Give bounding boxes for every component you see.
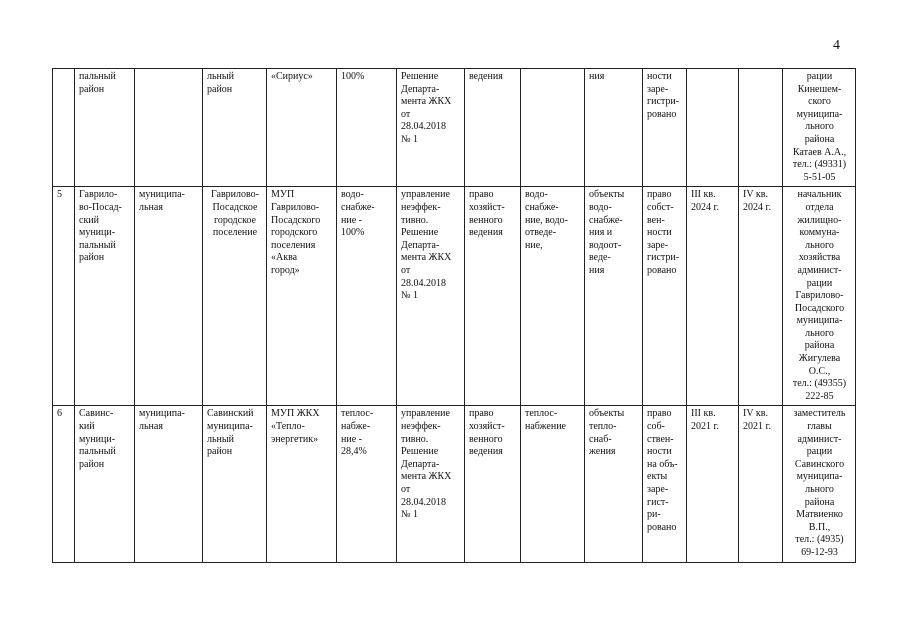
cell-district: пальный район <box>75 69 135 187</box>
cell-right: право хозяйст- венного ведения <box>465 406 521 562</box>
cell-decision: Решение Департа- мента ЖКХ от 28.04.2018 № 1 <box>397 69 465 187</box>
cell-right: ведения <box>465 69 521 187</box>
cell-end: IV кв. 2021 г. <box>739 406 783 562</box>
cell-objects: объекты тепло- снаб- жения <box>585 406 643 562</box>
cell-activity: водо- снабже- ние, водо- отведе- ние, <box>521 187 585 406</box>
page-number: 4 <box>833 38 840 53</box>
cell-start: III кв. 2021 г. <box>687 406 739 562</box>
cell-organization: МУП Гаврилово- Посадского городского поселения «Аква город» <box>267 187 337 406</box>
document-table <box>52 68 856 563</box>
cell-objects: ния <box>585 69 643 187</box>
cell-type: муниципа- льная <box>135 406 203 562</box>
cell-ownership: право собст- вен- ности заре- гистри- ровано <box>643 187 687 406</box>
cell-responsible: начальник отдела жилищно- коммуна- льного хозяйства админист- рации Гаврилово- Посадского муниципа- льного района Жигулева О.С., тел.: (49355) 222-85 <box>783 187 856 406</box>
cell-ownership: ности заре- гистри- ровано <box>643 69 687 187</box>
cell-ownership: право соб- ствен- ности на объ- екты заре- гист- ри- ровано <box>643 406 687 562</box>
cell-share: теплос- набже- ние - 28,4% <box>337 406 397 562</box>
cell-type <box>135 69 203 187</box>
cell-num: 6 <box>53 406 75 562</box>
cell-end: IV кв. 2024 г. <box>739 187 783 406</box>
table-row <box>53 69 856 187</box>
cell-decision: управление неэффек- тивно. Решение Департа- мента ЖКХ от 28.04.2018 № 1 <box>397 406 465 562</box>
cell-start: III кв. 2024 г. <box>687 187 739 406</box>
cell-district: Гаврило- во-Посад- ский муници- пальный район <box>75 187 135 406</box>
cell-settlement: Савинский муниципа- льный район <box>203 406 267 562</box>
cell-type: муниципа- льная <box>135 187 203 406</box>
cell-share: водо- снабже- ние - 100% <box>337 187 397 406</box>
cell-num <box>53 69 75 187</box>
cell-decision: управление неэффек- тивно. Решение Департа- мента ЖКХ от 28.04.2018 № 1 <box>397 187 465 406</box>
cell-responsible: заместитель главы админист- рации Савинского муниципа- льного района Матвиенко В.П., тел.: (4935) 69-12-93 <box>783 406 856 562</box>
cell-activity <box>521 69 585 187</box>
cell-responsible: рации Кинешем- ского муниципа- льного района Катаев А.А., тел.: (49331) 5-51-05 <box>783 69 856 187</box>
table-row <box>53 406 856 562</box>
cell-objects: объекты водо- снабже- ния и водоот- веде- ния <box>585 187 643 406</box>
cell-start <box>687 69 739 187</box>
cell-right: право хозяйст- венного ведения <box>465 187 521 406</box>
cell-organization: «Сириус» <box>267 69 337 187</box>
cell-settlement: льный район <box>203 69 267 187</box>
cell-share: 100% <box>337 69 397 187</box>
cell-settlement: Гаврилово- Посадское городское поселение <box>203 187 267 406</box>
cell-district: Савинс- кий муници- пальный район <box>75 406 135 562</box>
cell-end <box>739 69 783 187</box>
table-row <box>53 187 856 406</box>
cell-activity: теплос- набжение <box>521 406 585 562</box>
cell-organization: МУП ЖКХ «Тепло- энергетик» <box>267 406 337 562</box>
cell-num: 5 <box>53 187 75 406</box>
